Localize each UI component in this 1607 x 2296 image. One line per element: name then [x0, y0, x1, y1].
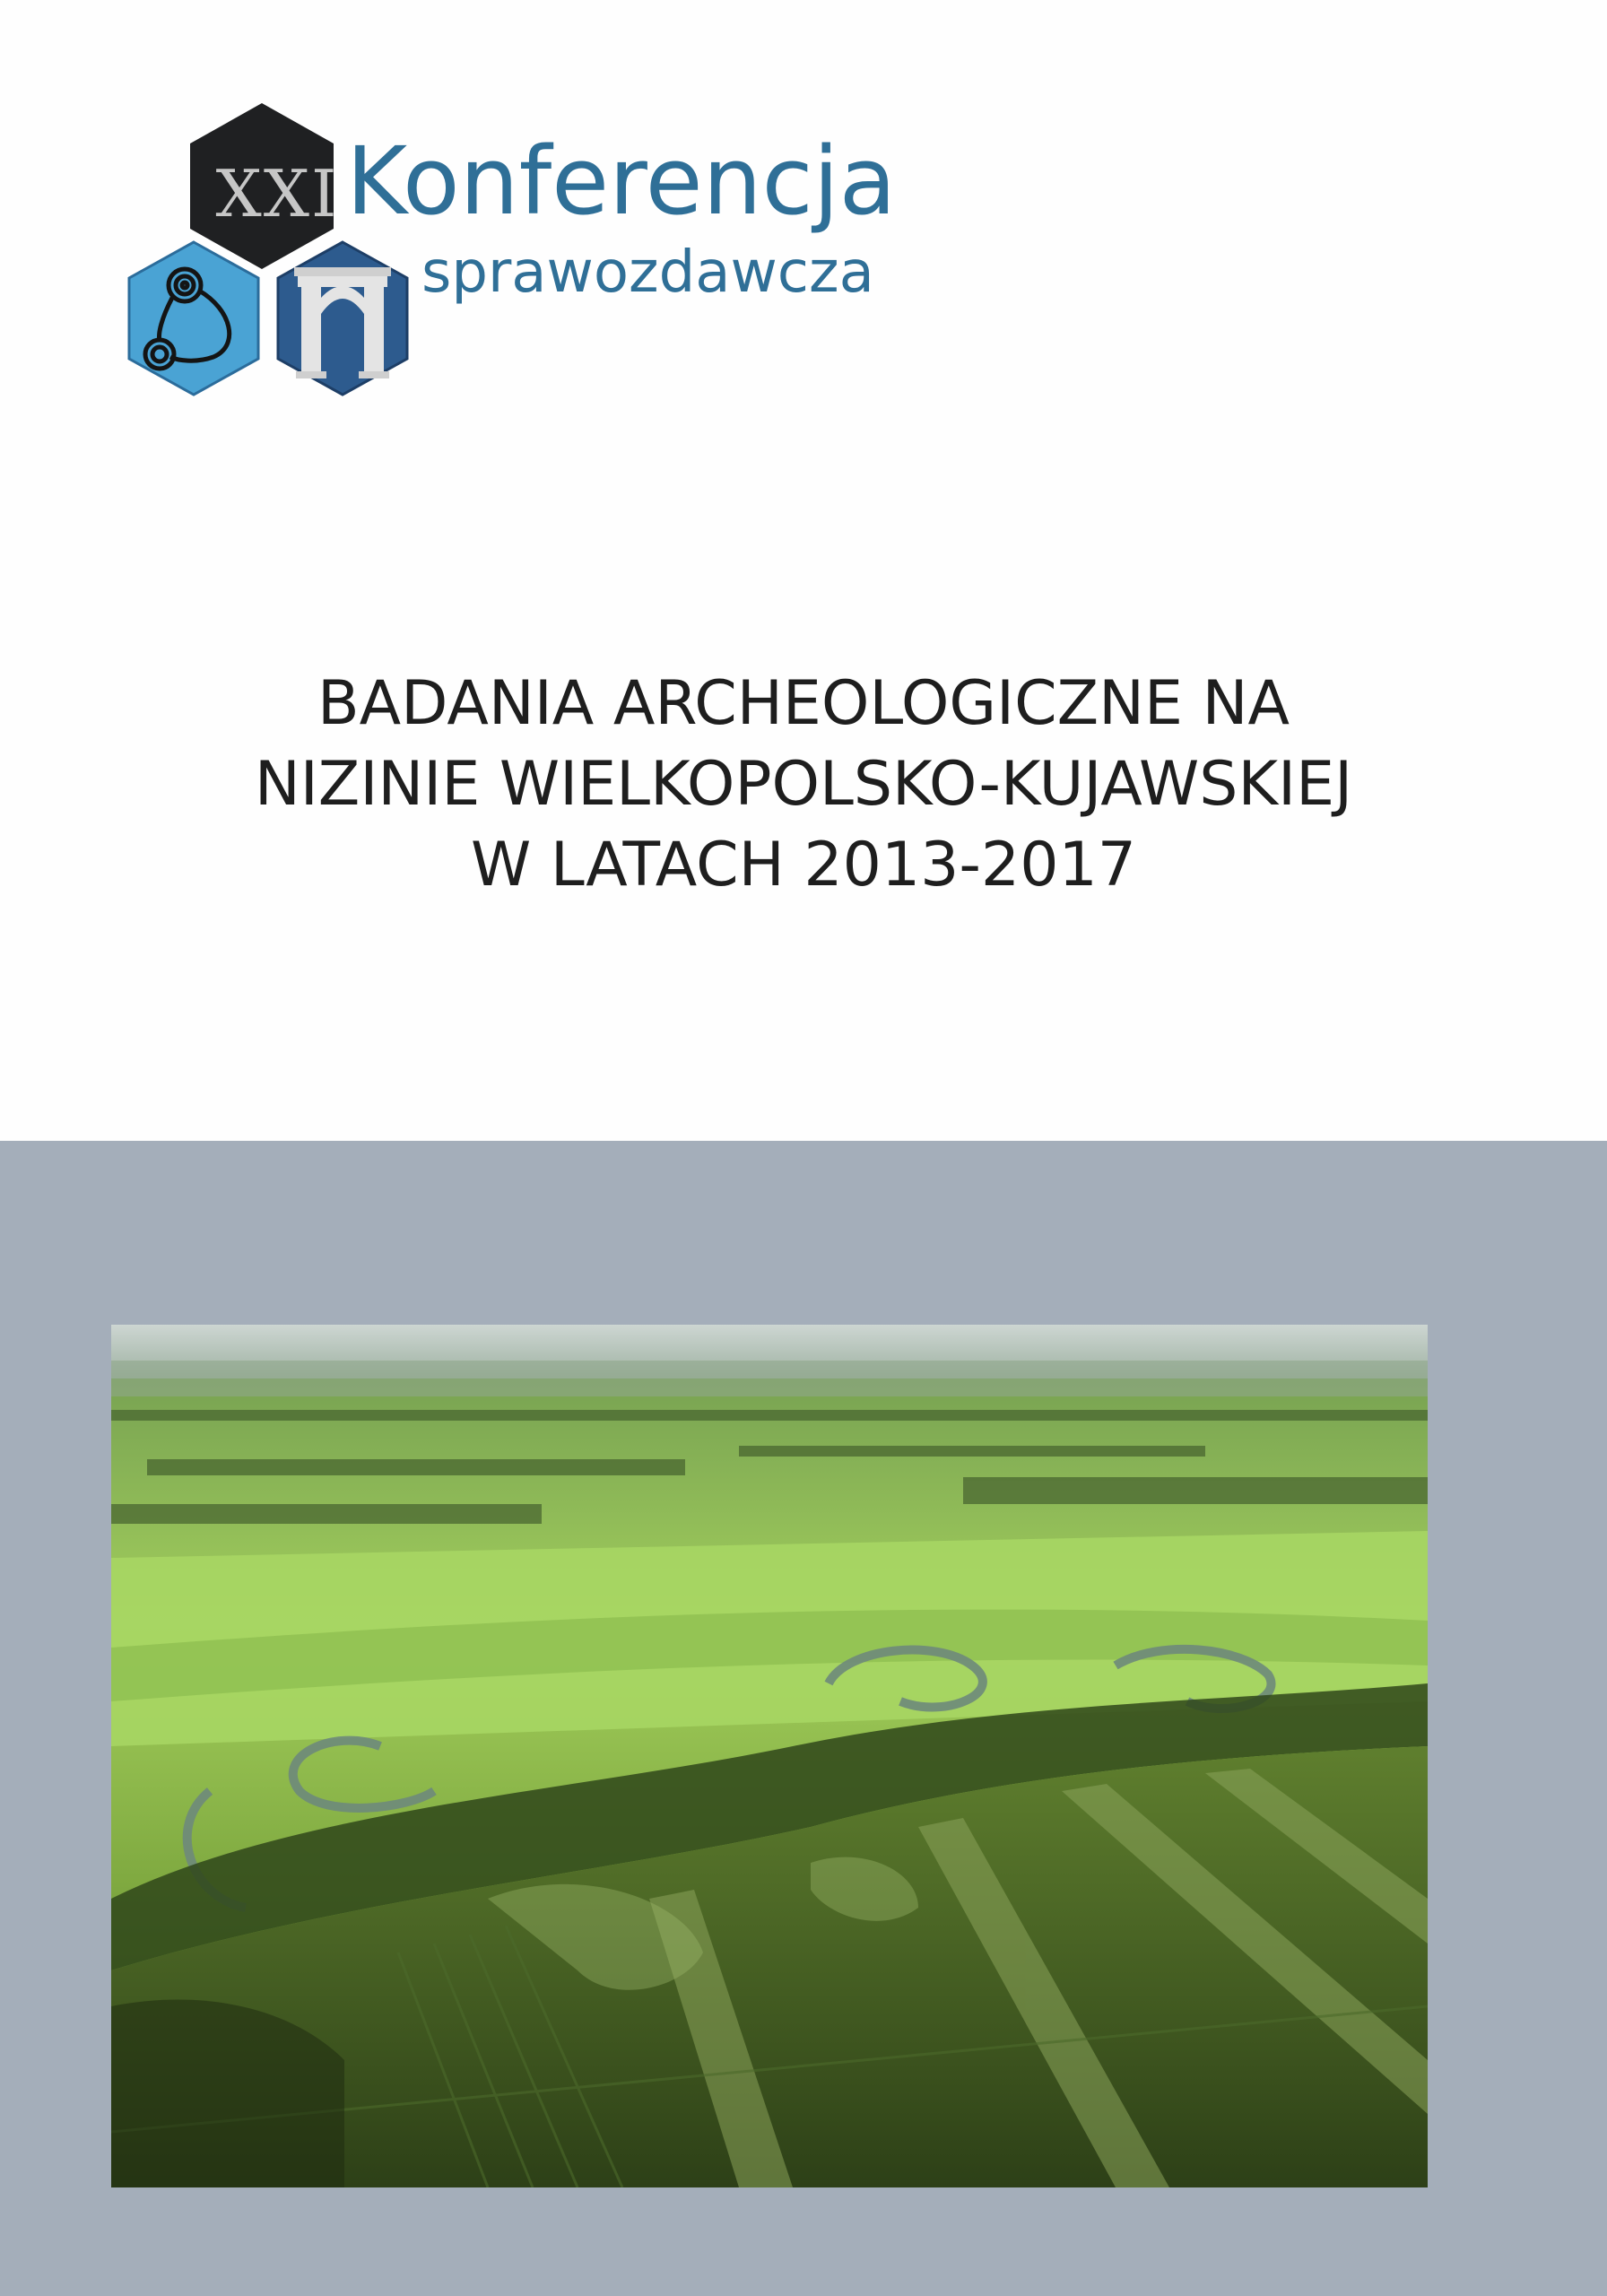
title-line-2: NIZINIE WIELKOPOLSKO-KUJAWSKIEJ: [254, 749, 1353, 820]
landscape-illustration: [111, 1325, 1428, 2187]
light-blue-hexagon: [129, 242, 258, 395]
conference-word: Konferencja: [346, 126, 897, 236]
roman-numeral: XXI: [215, 156, 339, 231]
title-line-3: W LATACH 2013-2017: [471, 830, 1136, 900]
title-line-1: BADANIA ARCHEOLOGICZNE NA: [317, 668, 1290, 739]
cover-title: [0, 664, 1607, 906]
conference-logo: [106, 99, 967, 439]
conference-subword: sprawozdawcza: [421, 239, 874, 306]
aerial-landscape-photo: [111, 1325, 1428, 2187]
